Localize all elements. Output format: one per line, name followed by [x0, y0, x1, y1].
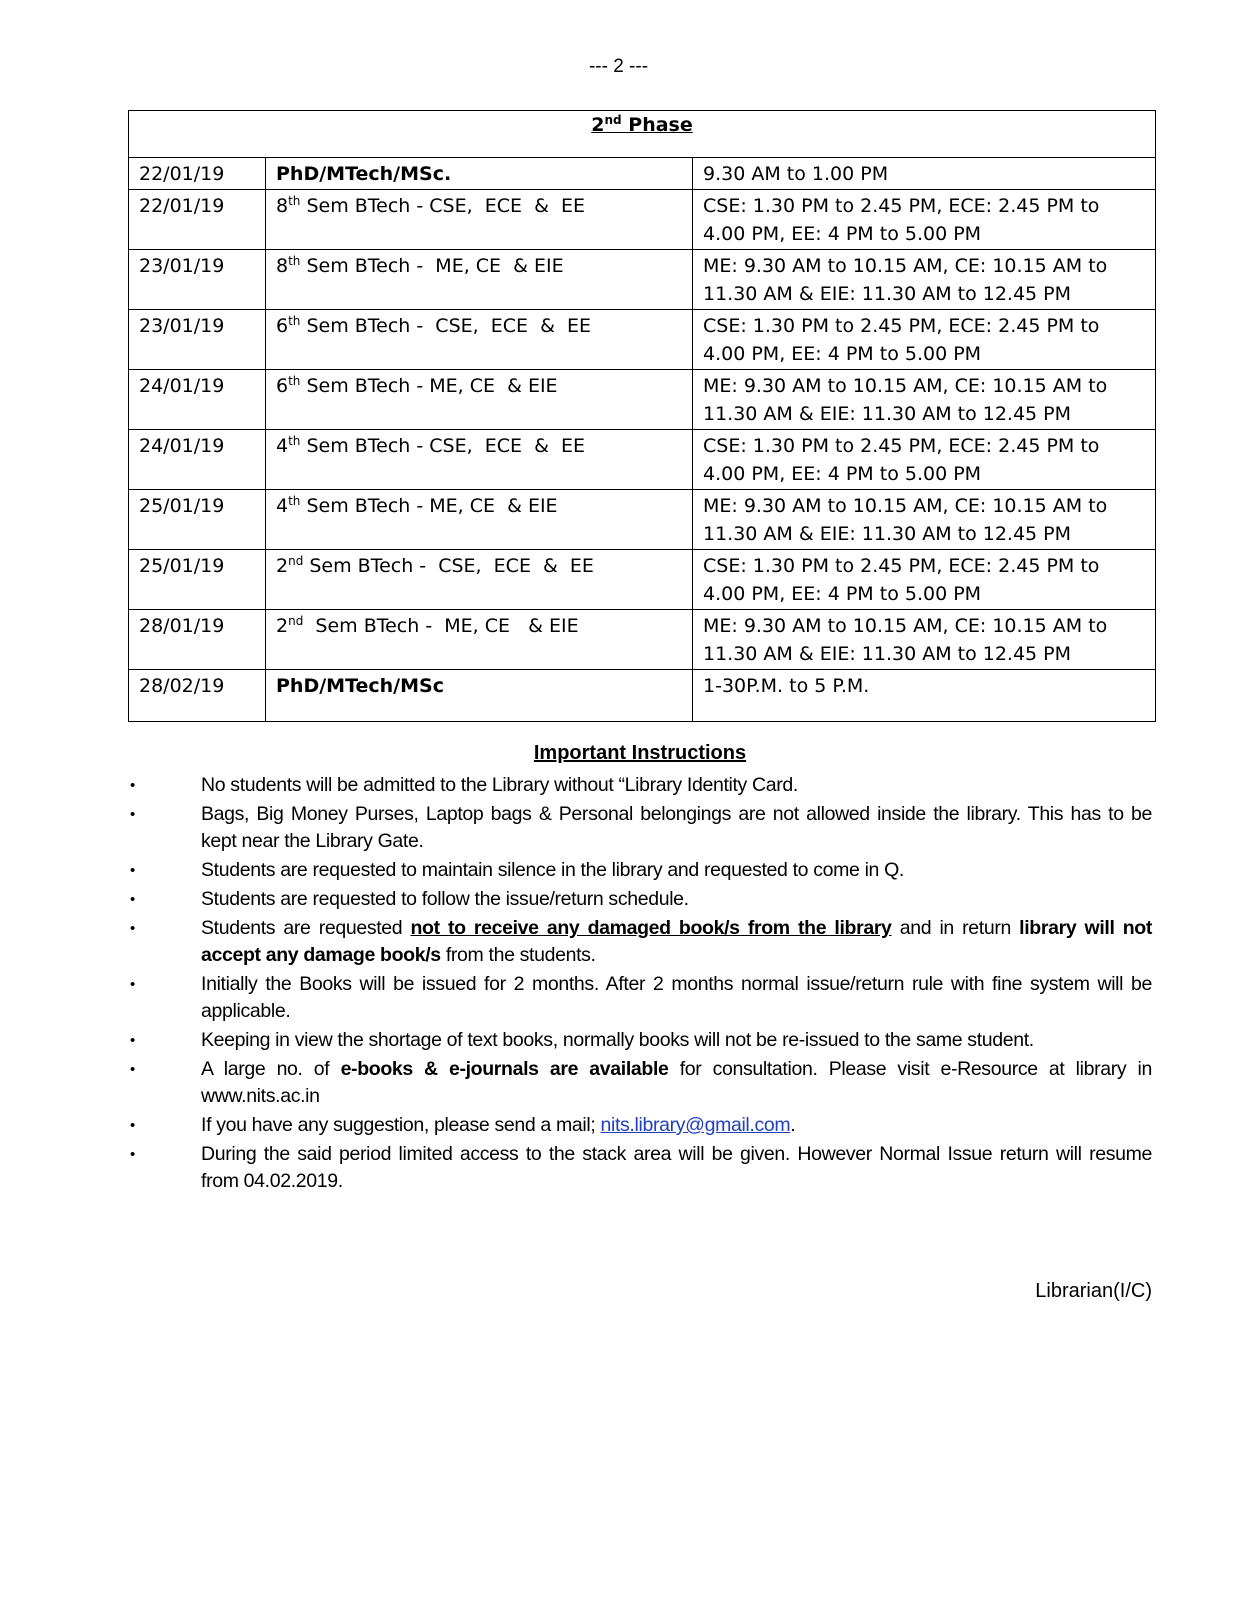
instructions-title: Important Instructions: [533, 742, 747, 764]
table-row: [129, 610, 1156, 670]
date-cell: 22/01/19: [129, 158, 266, 190]
time-line: ME: 9.30 AM to 10.15 AM, CE: 10.15 AM to: [703, 375, 1108, 397]
time-cell: [693, 670, 1156, 722]
programme-cell: [266, 610, 693, 670]
instruction-item: [130, 971, 1152, 1025]
table-row: [129, 550, 1156, 610]
instruction-text: .: [790, 1114, 796, 1136]
programme-prefix: PhD/MTech/MSc.: [276, 163, 452, 185]
instruction-text: Initially the Books will be issued for 2 months. After 2 months normal issue/return rule with fine system will be applicable.: [201, 973, 1152, 1022]
instruction-text: Students are requested to follow the issue/return schedule.: [201, 888, 689, 910]
emphasis-text: library will not accept any damage book/s: [201, 917, 1153, 966]
time-line: ME: 9.30 AM to 10.15 AM, CE: 10.15 AM to: [703, 255, 1108, 277]
time-line: ME: 9.30 AM to 10.15 AM, CE: 10.15 AM to: [703, 495, 1108, 517]
programme-name: Sem BTech - ME, CE & EIE: [300, 255, 564, 277]
date-cell: 25/01/19: [129, 550, 266, 610]
phase-suffix: nd: [604, 113, 622, 127]
instruction-text: A large no. of: [201, 1058, 341, 1080]
programme-cell: [266, 190, 693, 250]
time-line: 9.30 AM to 1.00 PM: [703, 163, 889, 185]
programme-prefix: 6: [276, 375, 289, 397]
programme-prefix: 8: [276, 255, 289, 277]
time-line: 1-30P.M. to 5 P.M.: [703, 675, 870, 697]
instructions-list: [130, 772, 1152, 1197]
time-cell: [693, 490, 1156, 550]
programme-prefix: PhD/MTech/MSc: [276, 675, 444, 697]
programme-prefix: 2: [276, 615, 289, 637]
instruction-item: [130, 1027, 1152, 1054]
instruction-text: Students are requested: [201, 917, 411, 939]
programme-name: Sem BTech - CSE, ECE & EE: [300, 315, 592, 337]
semester-suffix: th: [288, 374, 301, 388]
time-line: 11.30 AM & EIE: 11.30 AM to 12.45 PM: [703, 403, 1072, 425]
page-number: --- 2 ---: [588, 56, 649, 77]
table-row: [129, 190, 1156, 250]
instruction-text: If you have any suggestion, please send a mail;: [201, 1114, 601, 1136]
schedule-table: [128, 110, 1156, 722]
semester-suffix: nd: [288, 614, 304, 628]
time-line: 11.30 AM & EIE: 11.30 AM to 12.45 PM: [703, 283, 1072, 305]
time-cell: [693, 190, 1156, 250]
time-line: CSE: 1.30 PM to 2.45 PM, ECE: 2.45 PM to: [703, 435, 1100, 457]
time-cell: [693, 610, 1156, 670]
programme-cell: [266, 430, 693, 490]
email-link[interactable]: nits.library@gmail.com: [600, 1114, 791, 1136]
instruction-item: [130, 801, 1152, 855]
time-cell: [693, 158, 1156, 190]
programme-name: Sem BTech - ME, CE & EIE: [300, 375, 558, 397]
time-line: CSE: 1.30 PM to 2.45 PM, ECE: 2.45 PM to: [703, 555, 1100, 577]
programme-prefix: 2: [276, 555, 289, 577]
date-cell: 24/01/19: [129, 370, 266, 430]
table-row: [129, 490, 1156, 550]
semester-suffix: th: [288, 194, 301, 208]
table-row: [129, 370, 1156, 430]
table-row: [129, 250, 1156, 310]
programme-prefix: 8: [276, 195, 289, 217]
date-cell: 23/01/19: [129, 250, 266, 310]
semester-suffix: th: [288, 494, 301, 508]
date-cell: 28/02/19: [129, 670, 266, 722]
phase-label: Phase: [628, 114, 693, 136]
instruction-text: for consultation. Please visit e-Resource at library in www.nits.ac.in: [201, 1058, 1152, 1107]
time-cell: [693, 430, 1156, 490]
instruction-text: Students are requested to maintain silence in the library and requested to come in Q.: [201, 859, 905, 881]
instruction-text: from the students.: [440, 944, 596, 966]
programme-name: Sem BTech - ME, CE & EIE: [300, 495, 558, 517]
instruction-text: No students will be admitted to the Library without “Library Identity Card.: [201, 774, 798, 796]
time-cell: [693, 250, 1156, 310]
bullet-icon: •: [130, 777, 135, 794]
instruction-text: Bags, Big Money Purses, Laptop bags & Personal belongings are not allowed inside the library. This has to be kept near the Library Gate.: [201, 803, 1152, 852]
instruction-text: Keeping in view the shortage of text books, normally books will not be re-issued to the same student.: [201, 1029, 1034, 1051]
instruction-item: [130, 1141, 1152, 1195]
programme-cell: [266, 310, 693, 370]
bullet-icon: •: [130, 920, 135, 937]
programme-cell: [266, 550, 693, 610]
date-cell: 25/01/19: [129, 490, 266, 550]
instruction-item: [130, 857, 1152, 884]
programme-prefix: 6: [276, 315, 289, 337]
table-row: [129, 158, 1156, 190]
instruction-text: During the said period limited access to the stack area will be given. However Normal Issue return will resume from 04.02.2019.: [201, 1143, 1152, 1192]
time-cell: [693, 370, 1156, 430]
programme-name: Sem BTech - CSE, ECE & EE: [300, 435, 585, 457]
programme-name: Sem BTech - ME, CE & EIE: [303, 615, 579, 637]
signature: Librarian(I/C): [1035, 1280, 1152, 1302]
time-cell: [693, 310, 1156, 370]
phase-number: 2: [591, 114, 605, 136]
semester-suffix: nd: [288, 554, 304, 568]
date-cell: 23/01/19: [129, 310, 266, 370]
bullet-icon: •: [130, 1117, 135, 1134]
programme-cell: [266, 670, 693, 722]
time-line: 4.00 PM, EE: 4 PM to 5.00 PM: [703, 583, 982, 605]
table-row: [129, 310, 1156, 370]
programme-name: Sem BTech - CSE, ECE & EE: [303, 555, 594, 577]
bullet-icon: •: [130, 1061, 135, 1078]
semester-suffix: th: [288, 434, 301, 448]
time-line: 4.00 PM, EE: 4 PM to 5.00 PM: [703, 223, 982, 245]
instruction-text: and in return: [891, 917, 1020, 939]
instruction-item: [130, 886, 1152, 913]
time-line: 4.00 PM, EE: 4 PM to 5.00 PM: [703, 343, 982, 365]
time-line: 11.30 AM & EIE: 11.30 AM to 12.45 PM: [703, 643, 1072, 665]
date-cell: 28/01/19: [129, 610, 266, 670]
bullet-icon: •: [130, 806, 135, 823]
table-row: [129, 430, 1156, 490]
phase-title: [129, 111, 1156, 158]
bullet-icon: •: [130, 976, 135, 993]
programme-prefix: 4: [276, 495, 289, 517]
semester-suffix: th: [288, 314, 301, 328]
bullet-icon: •: [130, 1032, 135, 1049]
instruction-item: [130, 1056, 1152, 1110]
programme-prefix: 4: [276, 435, 289, 457]
programme-cell: [266, 490, 693, 550]
bullet-icon: •: [130, 1146, 135, 1163]
emphasis-text: e-books & e-journals are available: [340, 1058, 669, 1080]
bullet-icon: •: [130, 862, 135, 879]
emphasis-text: not to receive any damaged book/s from the library: [410, 917, 892, 939]
time-cell: [693, 550, 1156, 610]
semester-suffix: th: [288, 254, 301, 268]
instruction-item: [130, 1112, 1152, 1139]
time-line: ME: 9.30 AM to 10.15 AM, CE: 10.15 AM to: [703, 615, 1108, 637]
time-line: 11.30 AM & EIE: 11.30 AM to 12.45 PM: [703, 523, 1072, 545]
table-row: [129, 670, 1156, 722]
phase-header-row: [129, 111, 1156, 158]
date-cell: 24/01/19: [129, 430, 266, 490]
instruction-item: [130, 915, 1152, 969]
bullet-icon: •: [130, 891, 135, 908]
instruction-item: [130, 772, 1152, 799]
date-cell: 22/01/19: [129, 190, 266, 250]
programme-cell: [266, 370, 693, 430]
programme-cell: [266, 250, 693, 310]
programme-name: Sem BTech - CSE, ECE & EE: [300, 195, 585, 217]
time-line: CSE: 1.30 PM to 2.45 PM, ECE: 2.45 PM to: [703, 315, 1100, 337]
time-line: 4.00 PM, EE: 4 PM to 5.00 PM: [703, 463, 982, 485]
time-line: CSE: 1.30 PM to 2.45 PM, ECE: 2.45 PM to: [703, 195, 1100, 217]
programme-cell: [266, 158, 693, 190]
